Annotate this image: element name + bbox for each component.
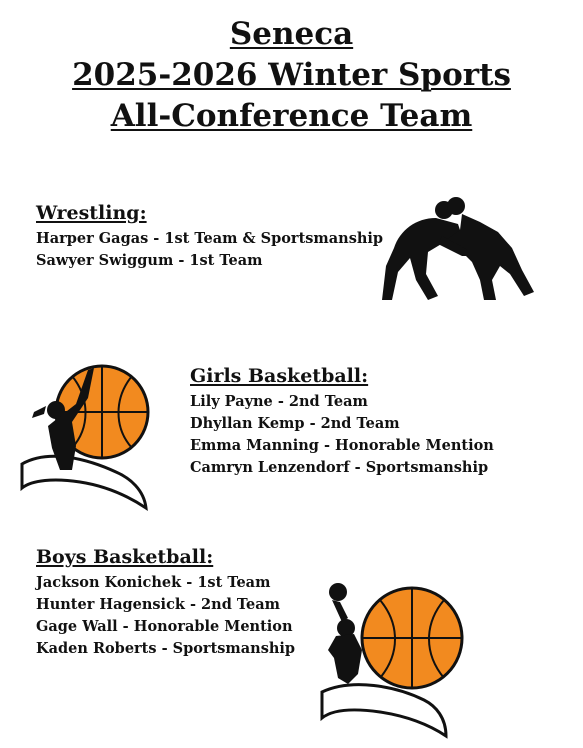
list-item: Harper Gagas - 1st Team & Sportsmanship (36, 230, 384, 247)
list-item: Dhyllan Kemp - 2nd Team (190, 415, 400, 432)
boys-basketball-section (36, 545, 295, 660)
list-item: Emma Manning - Honorable Mention (190, 437, 494, 454)
title-line-season: 2025-2026 Winter Sports (72, 57, 511, 93)
girls-basketball-heading: Girls Basketball: (190, 365, 369, 387)
page-title (0, 14, 583, 137)
girls-basketball-section (190, 364, 494, 479)
list-item: Sawyer Swiggum - 1st Team (36, 252, 263, 269)
list-item: Lily Payne - 2nd Team (190, 393, 368, 410)
wrestling-heading: Wrestling: (36, 202, 147, 224)
wrestlers-silhouette-icon (376, 196, 538, 304)
list-item: Gage Wall - Honorable Mention (36, 618, 293, 635)
list-item: Jackson Konichek - 1st Team (36, 574, 271, 591)
girl-basketball-player-icon (20, 348, 160, 516)
wrestling-section (36, 201, 383, 272)
boys-basketball-heading: Boys Basketball: (36, 546, 214, 568)
boy-basketball-player-icon (318, 578, 468, 744)
title-line-team: All-Conference Team (110, 98, 473, 134)
list-item: Hunter Hagensick - 2nd Team (36, 596, 280, 613)
title-line-school: Seneca (229, 16, 354, 52)
list-item: Camryn Lenzendorf - Sportsmanship (190, 459, 489, 476)
list-item: Kaden Roberts - Sportsmanship (36, 640, 296, 657)
